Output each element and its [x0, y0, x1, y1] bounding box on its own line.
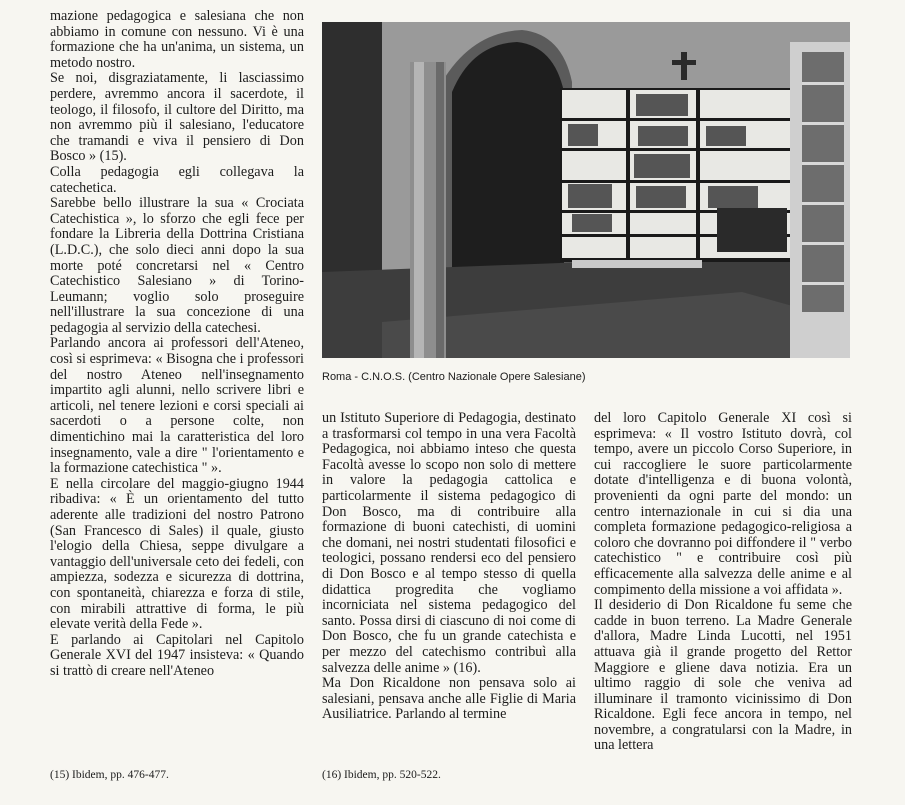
library-photo [322, 22, 850, 358]
paragraph: mazione pedagogica e salesiana che non abbiamo in comune con nessuno. Vi è una formazione che ha un'anima, un sistema, un metodo nostro. [50, 8, 304, 71]
paragraph: un Istituto Superiore di Pedagogia, destinato a trasformarsi col tempo in una vera Facoltà Pedagogica, noi abbiamo inteso che questa Facoltà avesse lo scopo non solo di mettere in valore la pedagogia cattolica e particolarmente il sistema pedagogico di Don Bosco, ma di contribuire alla formazione di buoni catechisti, di uomini che domani, nei nostri studentati filosofici e teologici, possano rendersi eco del pensiero di Don Bosco e al tempo stesso di quella didattica progredita che vogliamo incorniciata nel sistema pedagogico del santo. Possa dirsi di ciascuno di noi come di Don Bosco, che fu un grande catechista e per mezzo del catechismo contribuì alla salvezza delle anime » (16). [322, 410, 576, 676]
text-column-middle [322, 411, 576, 723]
paragraph: del loro Capitolo Generale XI così si esprimeva: « Il vostro Istituto dovrà, col tempo, avere un piccolo Corso Superiore, in cui raccogliere le suore particolarmente dotate d'intelligenza e di buona volontà, provenienti da ogni parte del mondo: un centro internazionale in cui si dia una completa formazione pedagogico-religiosa a coloro che dovranno poi diffondere il " verbo catechistico " e contribuire così più efficacemente alla salvezza delle anime e al compimento della missione a voi affidata ». [594, 410, 852, 598]
paragraph: E nella circolare del maggio-giugno 1944 ribadiva: « È un orientamento del tutto aderente alle tradizioni del nostro Patrono (San Francesco di Sales) il quale, giusto l'elogio della Chiesa, seppe divulgare a vantaggio dell'universale ceto dei fedeli, con ampiezza, sodezza e sicurezza di dottrina, con spontaneità, chiarezza e forza di stile, con mirabili attrattive di forma, le più elevate verità della Fede ». [50, 475, 304, 633]
photo-caption: Roma - C.N.O.S. (Centro Nazionale Opere Salesiane) [322, 371, 586, 383]
paragraph: E parlando ai Capitolari nel Capitolo Generale XVI del 1947 insisteva: « Quando si trattò di creare nell'Ateneo [50, 631, 304, 679]
text-column-left [50, 9, 304, 680]
paragraph: Parlando ancora ai professori dell'Ateneo, così si esprimeva: « Bisogna che i professori del nostro Ateneo nell'insegnamento impartito agli alunni, nello scrivere libri e articoli, nel tenere lezioni e corsi speciali ai sacerdoti o a persone colte, non dimentichino mai la caratteristica del loro insegnamento, vale a dire " l'orientamento e la formazione catechistica " ». [50, 335, 304, 477]
paragraph: Se noi, disgraziatamente, li lasciassimo perdere, avremmo ancora il sacerdote, il teologo, il filosofo, il cultore del Diritto, ma non avremmo più il salesiano, l'educatore che tramandi e viva il pensiero di Don Bosco » (15). [50, 70, 304, 165]
paragraph: Colla pedagogia egli collegava la catechetica. [50, 163, 304, 196]
paragraph: Ma Don Ricaldone non pensava solo ai salesiani, pensava anche alle Figlie di Maria Ausiliatrice. Parlando al termine [322, 675, 576, 723]
paragraph: Il desiderio di Don Ricaldone fu seme che cadde in buon terreno. La Madre Generale d'allora, Madre Linda Lucotti, nel 1951 attuava già il grande progetto del Rettor Maggiore e gliene dava notizia. Era un ultimo raggio di sole che veniva ad illuminare il tramonto vicinissimo di Don Ricaldone. Egli fece ancora in tempo, nel novembre, a congratularsi con la Madre, in una lettera [594, 597, 852, 754]
text-column-right [594, 411, 852, 754]
footnote-15: (15) Ibidem, pp. 476-477. [50, 769, 169, 781]
footnote-16: (16) Ibidem, pp. 520-522. [322, 769, 441, 781]
paragraph: Sarebbe bello illustrare la sua « Crociata Catechistica », lo sforzo che egli fece per fondare la Libreria della Dottrina Cristiana (L.D.C.), che solo dieci anni dopo la sua morte poté concretarsi nel « Centro Catechistico Salesiano » di Torino-Leumann; voglio solo proseguire nell'illustrare la sua concezione di una pedagogia al servizio della catechesi. [50, 195, 304, 336]
